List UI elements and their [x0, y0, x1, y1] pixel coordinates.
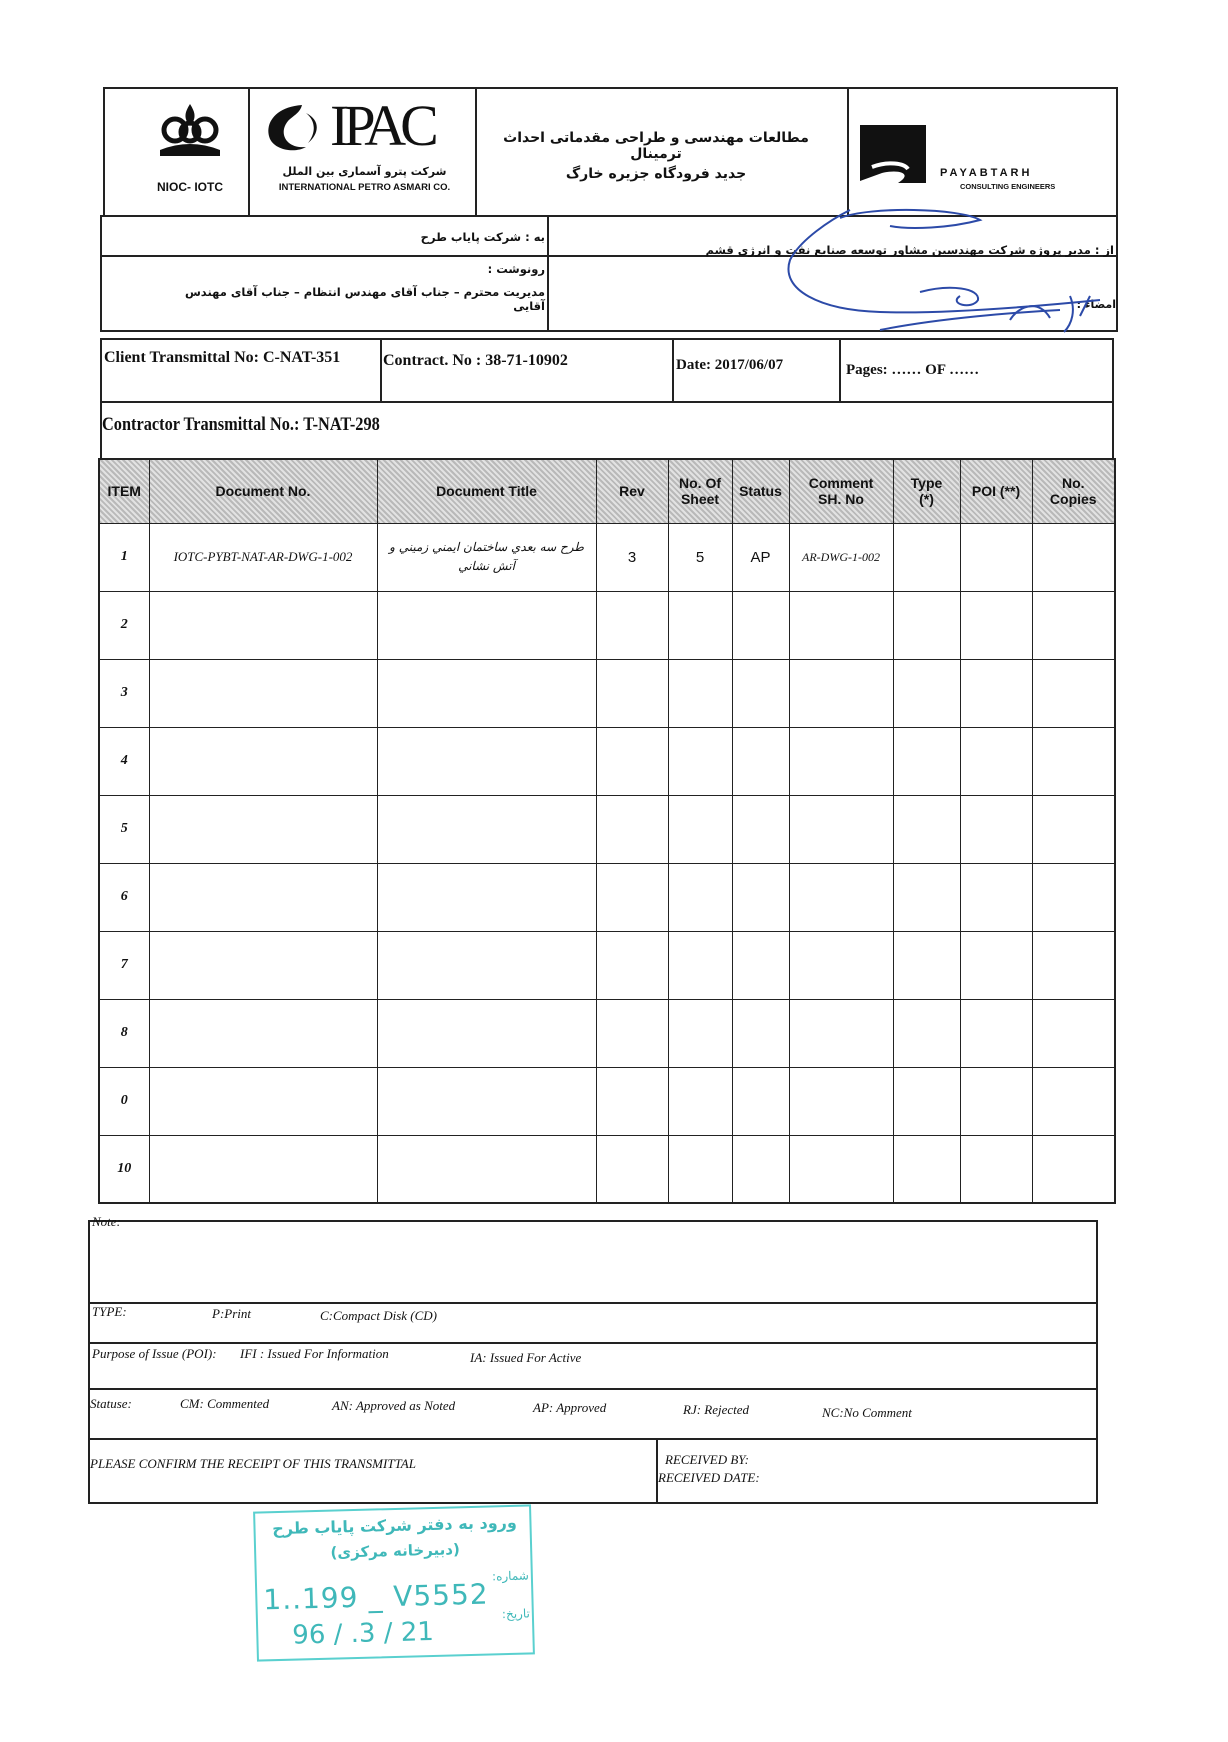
col-copies: No. Copies: [1032, 459, 1115, 523]
table-row: [99, 863, 1115, 931]
type-print: P:Print: [212, 1306, 251, 1321]
table-row: [99, 1135, 1115, 1203]
payabtarh-logo-mark: [858, 123, 928, 185]
ipac-name-en: INTERNATIONAL PETRO ASMARI CO.: [278, 182, 451, 193]
nioc-logo: [145, 100, 235, 164]
to-field: به : شرکت پایاب طرح: [420, 230, 545, 244]
document-table: [98, 458, 1116, 1204]
purpose-ifi: IFI : Issued For Information: [240, 1346, 389, 1361]
table-row: [99, 1067, 1115, 1135]
table-row: [99, 999, 1115, 1067]
note-label: Note:: [92, 1214, 121, 1229]
status-an: AN: Approved as Noted: [332, 1398, 456, 1413]
row-comment-sh: AR-DWG-1-002: [789, 523, 893, 591]
ipac-name-fa: شرکت پترو آسماری بین الملل: [282, 165, 447, 178]
col-document-no: Document No.: [149, 459, 377, 523]
status-label: Statuse:: [90, 1396, 132, 1411]
status-cm: CM: Commented: [180, 1396, 270, 1411]
receipt-stamp: [253, 1504, 535, 1661]
cc-label: رونوشت :: [487, 262, 545, 276]
row-type: [893, 523, 960, 591]
col-rev: Rev: [596, 459, 668, 523]
ipac-logo-mark: [262, 103, 332, 155]
type-label: TYPE:: [92, 1304, 127, 1319]
row-item-number: 2: [99, 591, 149, 659]
project-title-line2: جدید فرودگاه جزیره خارگ: [565, 166, 747, 182]
table-row: [99, 659, 1115, 727]
nioc-caption: NIOC- IOTC: [157, 180, 223, 194]
stamp-date-value: 96 / .3 / 21: [291, 1616, 435, 1651]
status-rj: RJ: Rejected: [683, 1402, 750, 1417]
row-item-number: 10: [99, 1135, 149, 1203]
table-row: [99, 523, 1115, 591]
row-rev: 3: [596, 523, 668, 591]
row-copies: [1032, 523, 1115, 591]
col-document-title: Document Title: [377, 459, 596, 523]
row-document-title: طرح سه بعدي ساختمان ايمني زميني و آتش نشاني: [377, 523, 596, 591]
purpose-ia: IA: Issued For Active: [470, 1350, 582, 1365]
ipac-logo-text: IPAC: [330, 93, 433, 158]
received-date: RECEIVED DATE:: [658, 1470, 760, 1485]
row-item-number: 5: [99, 795, 149, 863]
row-item-number: 7: [99, 931, 149, 999]
col-item: ITEM: [99, 459, 149, 523]
stamp-number-value: 1..199 _ V5552: [262, 1577, 490, 1617]
cc-text: مدیریت محترم – جناب آقای مهندس انتظام – جناب آقای مهندس آقایی: [184, 285, 545, 313]
col-poi: POI (**): [960, 459, 1032, 523]
signature-mark: [720, 200, 1140, 360]
row-item-number: 3: [99, 659, 149, 727]
contractor-transmittal-no: Contractor Transmittal No.: T-NAT-298: [102, 414, 380, 435]
row-sheets: 5: [668, 523, 732, 591]
project-title-line1: مطالعات مهندسی و طراحی مقدماتی احداث ترمینال: [503, 130, 809, 162]
contract-no: Contract. No : 38-71-10902: [383, 352, 568, 369]
received-by: RECEIVED BY:: [665, 1452, 749, 1467]
row-document-no: IOTC-PYBT-NAT-AR-DWG-1-002: [149, 523, 377, 591]
row-item-number: 6: [99, 863, 149, 931]
signature-label: امضاء :: [1076, 298, 1116, 311]
row-status: AP: [732, 523, 789, 591]
status-nc: NC:No Comment: [822, 1405, 912, 1420]
stamp-date-label: تاریخ:: [501, 1606, 531, 1622]
stamp-line1: ورود به دفتر شرکت پایاب طرح: [271, 1512, 518, 1539]
table-row: [99, 795, 1115, 863]
col-sheets: No. Of Sheet: [668, 459, 732, 523]
table-row: [99, 591, 1115, 659]
stamp-number-label: شماره:: [491, 1568, 530, 1584]
col-status: Status: [732, 459, 789, 523]
row-item-number: 0: [99, 1067, 149, 1135]
client-transmittal-no: Client Transmittal No: C-NAT-351: [104, 349, 341, 366]
from-field: از : مدیر پروژه شرکت مهندسین مشاور توسعه صنایع نفت و انرژی قشم: [705, 243, 1114, 257]
col-comment-sh: Comment SH. No: [789, 459, 893, 523]
row-item-number: 8: [99, 999, 149, 1067]
type-cd: C:Compact Disk (CD): [320, 1308, 437, 1323]
stamp-line2: (دبیرخانه مرکزی): [330, 1540, 461, 1562]
confirm-receipt: PLEASE CONFIRM THE RECEIPT OF THIS TRANSMITTAL: [90, 1456, 416, 1471]
row-item-number: 1: [99, 523, 149, 591]
status-ap: AP: Approved: [533, 1400, 607, 1415]
table-row: [99, 931, 1115, 999]
payabtarh-sub: CONSULTING ENGINEERS: [960, 182, 1056, 191]
table-row: [99, 727, 1115, 795]
transmittal-date: Date: 2017/06/07: [676, 357, 784, 373]
payabtarh-name: PAYABTARH: [940, 167, 1033, 179]
col-type: Type (*): [893, 459, 960, 523]
purpose-label: Purpose of Issue (POI):: [92, 1346, 217, 1361]
row-item-number: 4: [99, 727, 149, 795]
pages-count: Pages: …… OF ……: [846, 362, 980, 378]
row-poi: [960, 523, 1032, 591]
